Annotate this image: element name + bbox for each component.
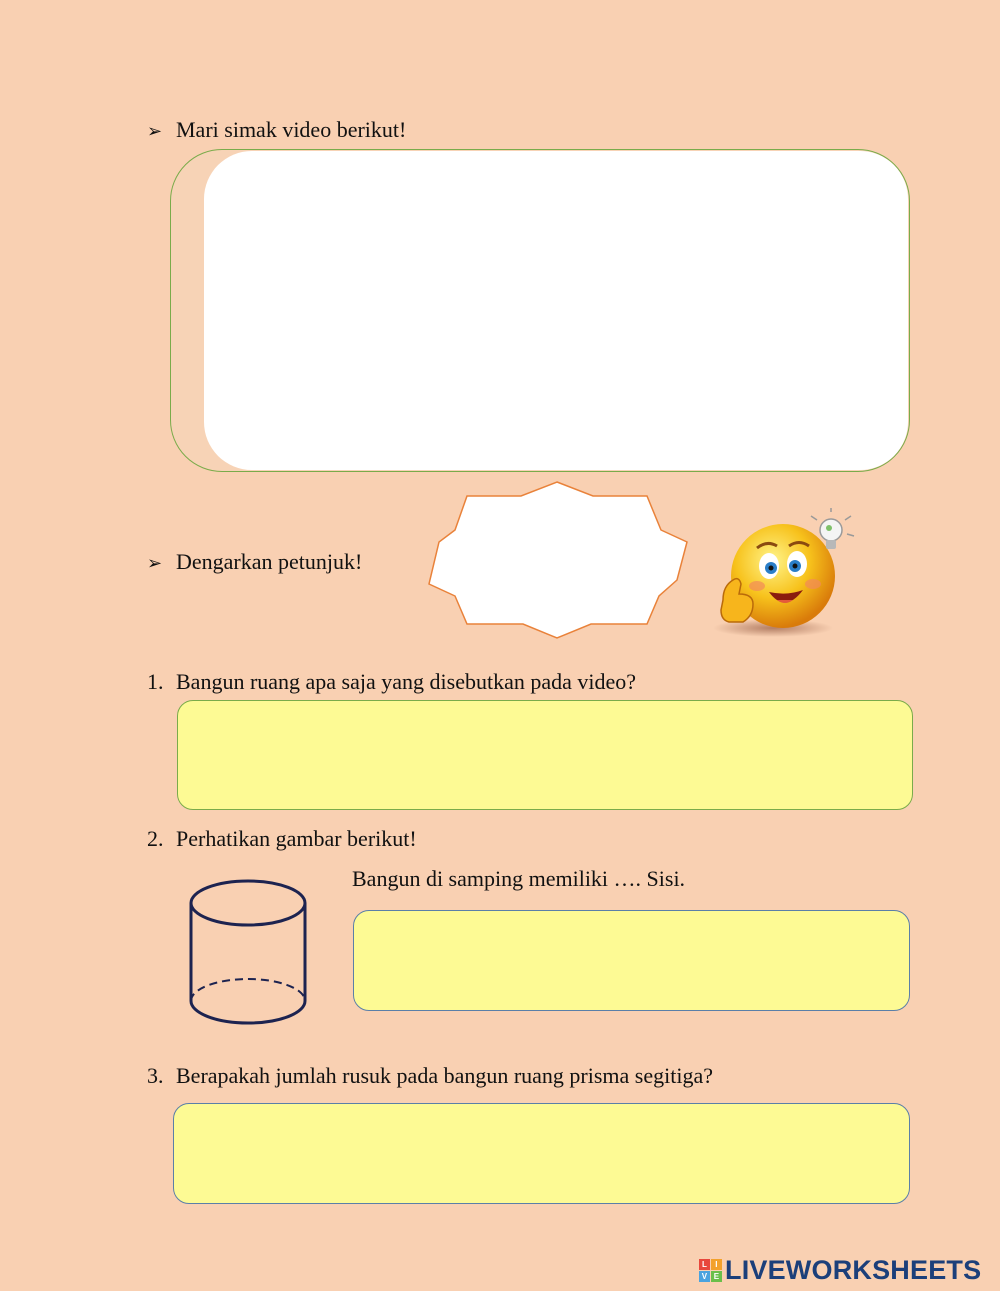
answer-2-field[interactable] — [353, 910, 910, 1011]
answer-3-field[interactable] — [173, 1103, 910, 1204]
question-1-text: Bangun ruang apa saja yang disebutkan pada video? — [176, 669, 637, 694]
starburst-shape[interactable] — [429, 482, 687, 638]
question-1-number: 1. — [147, 669, 164, 694]
listen-section-label: Dengarkan petunjuk! — [176, 549, 363, 574]
video-player[interactable] — [204, 151, 908, 470]
answer-1-field[interactable] — [177, 700, 913, 810]
starburst-audio-button[interactable] — [425, 480, 690, 640]
logo-text: LIVEWORKSHEETS — [725, 1254, 982, 1285]
liveworksheets-logo[interactable] — [699, 1255, 981, 1285]
question-3-number: 3. — [147, 1063, 164, 1088]
cylinder-shape-icon — [186, 879, 310, 1029]
thumbs-up-emoji-icon — [705, 508, 860, 640]
video-section-label: Mari simak video berikut! — [176, 117, 407, 142]
question-2-number: 2. — [147, 826, 164, 851]
question-3-text: Berapakah jumlah rusuk pada bangun ruang prisma segitiga? — [176, 1063, 714, 1088]
logo-tiles-icon: L I V E — [699, 1259, 722, 1282]
question-2-text: Perhatikan gambar berikut! — [176, 826, 417, 851]
arrow-bullet-icon: ➢ — [147, 121, 163, 141]
question-2-prompt: Bangun di samping memiliki …. Sisi. — [352, 866, 686, 891]
arrow-bullet-icon: ➢ — [147, 553, 163, 573]
